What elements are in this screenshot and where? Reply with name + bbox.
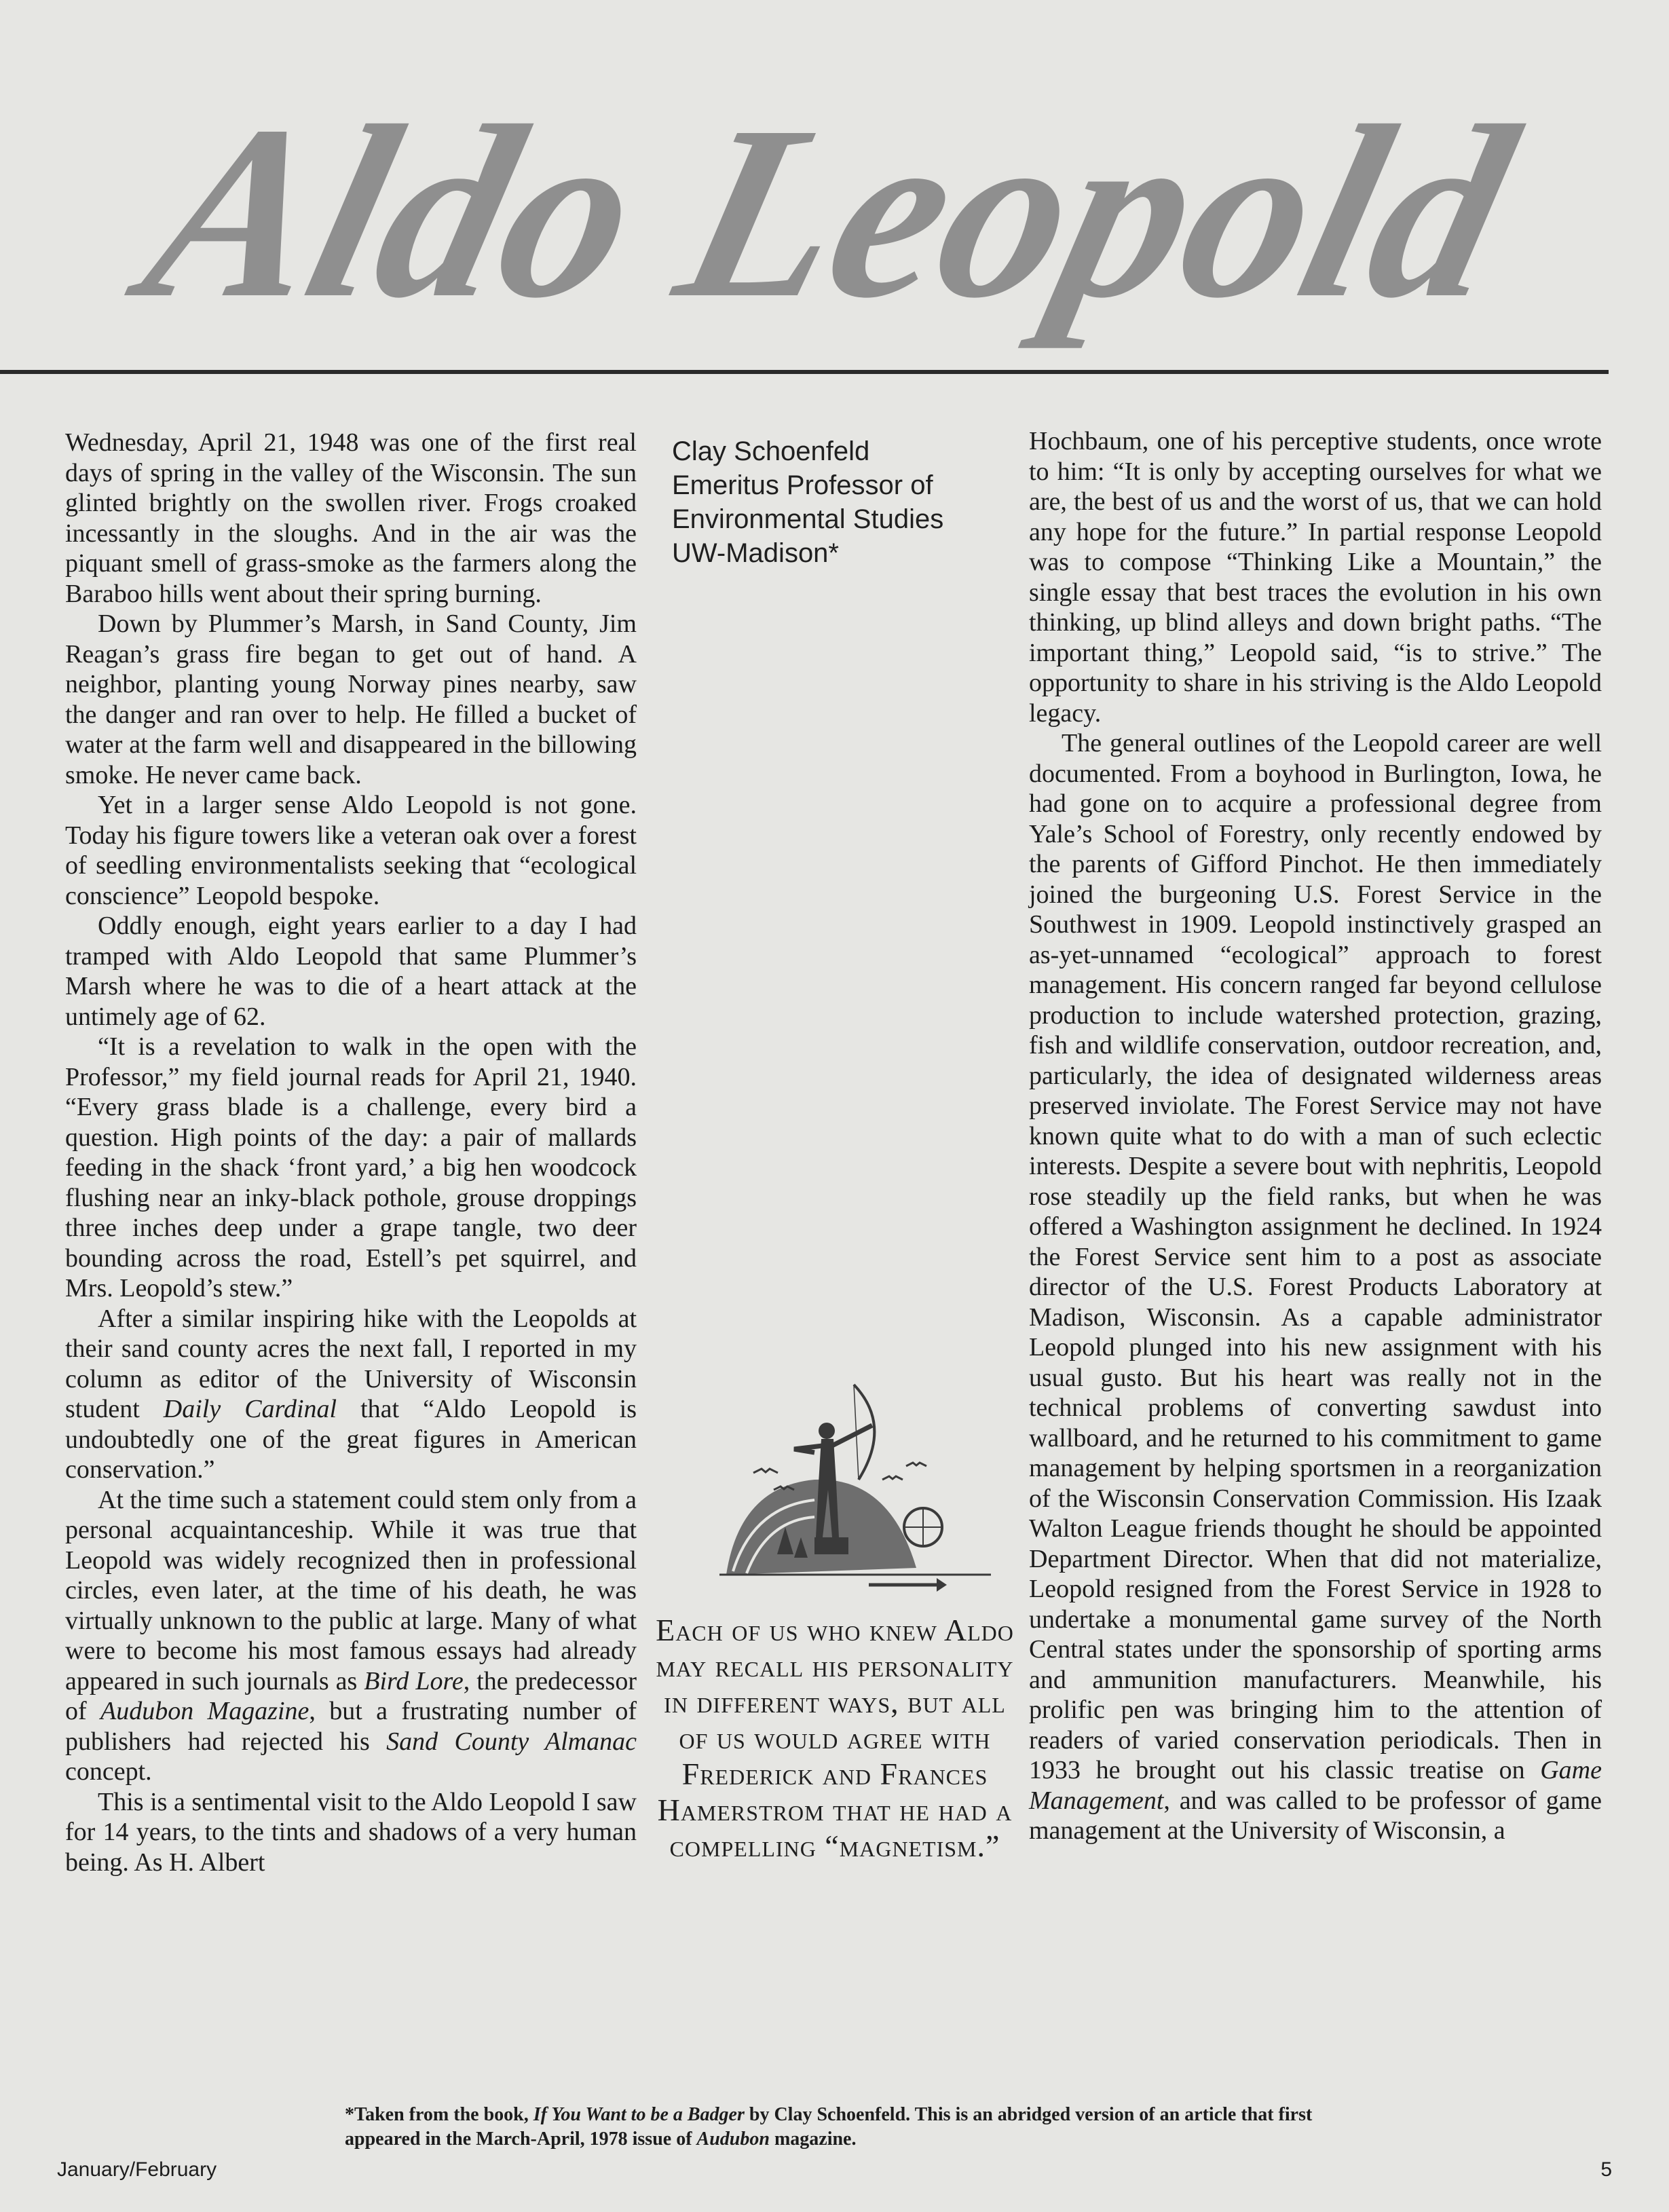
paragraph: “It is a revelation to walk in the open with the Professor,” my field journal reads for April 21, 1940. “Every grass blade is a challenge, every bird a question. High points of the day: a pair of mallards feeding in the shack ‘front yard,’ a big hen woodcock flushing near an inky-black pothole, grouse droppings three inches deep under a grape tangle, two deer bounding across the road, Estell’s pet squirrel, and Mrs. Leopold’s stew.” bbox=[65, 1032, 637, 1302]
page-number: 5 bbox=[1600, 2158, 1612, 2181]
byline-line: Environmental Studies bbox=[672, 504, 944, 534]
pull-quote: Each of us who knew Aldo may recall his personality in different ways, but all of us would agree with Frederick and Frances Hamerstrom that he had a compelling “magnetism.” bbox=[656, 1613, 1014, 1863]
archer-illustration bbox=[713, 1371, 998, 1609]
paragraph: The general outlines of the Leopold career are well documented. From a boyhood in Burlington, Iowa, he had gone on to acquire a professional degree from Yale’s School of Forestry, only recently endowed by the parents of Gifford Pinchot. He then immediately joined the burgeoning U.S. Forest Service in the Southwest in 1909. Leopold instinctively grasped an as-yet-unnamed “ecological” approach to forest management. His concern ranged far beyond cellulose production to include watershed protection, grazing, fish and wildlife conservation, outdoor recreation, and, particularly, the idea of designated wilderness areas preserved inviolate. The Forest Service may not have known quite what to do with a man of such eclectic interests. Despite a severe bout with nephritis, Leopold rose steadily up the field ranks, but when he was offered a Washington assignment he declined. In 1924 the Forest Service sent him to a post as associate director of the U.S. Forest Products Laboratory at Madison, Wisconsin. As a capable administrator Leopold plunged into his new assignment with his usual gusto. But his heart was really not in the technical problems of converting sawdust into wallboard, and he returned to his commitment to game management by helping sportsmen in a reorganization of the Wisconsin Conservation Commission. His Izaak Walton League friends thought he should be appointed Department Director. When that did not materialize, Leopold resigned from the Forest Service in 1928 to undertake a monumental game survey of the North Central states under the sponsorship of sporting arms and ammunition manufacturers. Meanwhile, his prolific pen was bringing him to the attention of readers of varied conservation periodicals. Then in 1933 he brought out his classic treatise on Game Management, and was called to be professor of game management at the University of Wisconsin, a bbox=[1029, 729, 1602, 1845]
paragraph: Wednesday, April 21, 1948 was one of the first real days of spring in the valley of the Wisconsin. The sun glinted brightly on the swollen river. Frogs croaked incessantly in the sloughs. And in the air was the piquant smell of grass-smoke as the farmers along the Baraboo hills went about their spring burning. bbox=[65, 428, 637, 608]
paragraph: Hochbaum, one of his perceptive students, once wrote to him: “It is only by accepting ourselves for what we are, the best of us and the worst of us, that we can hold any hope for the future.” In partial response Leopold was to compose “Thinking Like a Mountain,” the single essay that best traces the evolution in his own thinking, up blind alleys and down bright paths. “The important thing,” Leopold said, “is to strive.” The opportunity to share in his striving is the Aldo Leopold legacy. bbox=[1029, 427, 1602, 728]
publication-title: Daily Cardinal bbox=[163, 1395, 337, 1423]
byline-line: Emeritus Professor of bbox=[672, 470, 933, 500]
footnote: *Taken from the book, If You Want to be a Badger by Clay Schoenfeld. This is an abridged version of an article that first appeared in the March-April, 1978 issue of Audubon magazine. bbox=[345, 2104, 1313, 2150]
publication-title: Audubon bbox=[696, 2129, 770, 2150]
paragraph: Yet in a larger sense Aldo Leopold is not gone. Today his figure towers like a veteran oak over a forest of seedling environmentalists seeking that “ecological conscience” Leopold bespoke. bbox=[65, 791, 637, 910]
paragraph: At the time such a statement could stem only from a personal acquaintanceship. While it was true that Leopold was widely recognized then in professional circles, even later, at the time of his death, he was virtually unknown to the public at large. Many of what were to become his most famous essays had already appeared in such journals as Bird Lore, the predecessor of Audubon Magazine, but a frustrating number of publishers had rejected his Sand County Almanac concept. bbox=[65, 1485, 637, 1786]
paragraph: This is a sentimental visit to the Aldo Leopold I saw for 14 years, to the tints and shadows of a very human being. As H. Albert bbox=[65, 1787, 637, 1877]
publication-title: Bird Lore bbox=[364, 1666, 464, 1695]
title-divider bbox=[0, 370, 1609, 374]
article-column-right bbox=[1029, 426, 1602, 1846]
author-byline bbox=[672, 434, 998, 570]
publication-title: Audubon Magazine bbox=[100, 1697, 310, 1725]
article-column-left bbox=[65, 428, 637, 1877]
issue-date: January/February bbox=[57, 2158, 217, 2181]
paragraph: After a similar inspiring hike with the Leopolds at their sand county acres the next fall, I reported in my column as editor of the University of Wisconsin student Daily Cardinal that “Aldo Leopold is undoubtedly one of the great figures in American conservation.” bbox=[65, 1304, 637, 1484]
byline-line: Clay Schoenfeld bbox=[672, 436, 870, 466]
book-title: If You Want to be a Badger bbox=[533, 2104, 745, 2125]
paragraph: Down by Plummer’s Marsh, in Sand County, Jim Reagan’s grass fire began to get out of hand. A neighbor, planting young Norway pines nearby, saw the danger and ran over to help. He filled a bucket of water at the farm well and disappeared in the billowing smoke. He never came back. bbox=[65, 610, 637, 789]
page-title bbox=[109, 81, 1568, 380]
publication-title: Game Management bbox=[1029, 1756, 1602, 1815]
paragraph: Oddly enough, eight years earlier to a day I had tramped with Aldo Leopold that same Plummer’s Marsh where he was to die of a heart attack at the untimely age of 62. bbox=[65, 912, 637, 1031]
byline-line: UW-Madison* bbox=[672, 538, 839, 568]
publication-title: Sand County Almanac bbox=[386, 1727, 637, 1756]
page-title-text: Aldo Leopold bbox=[123, 81, 1561, 350]
